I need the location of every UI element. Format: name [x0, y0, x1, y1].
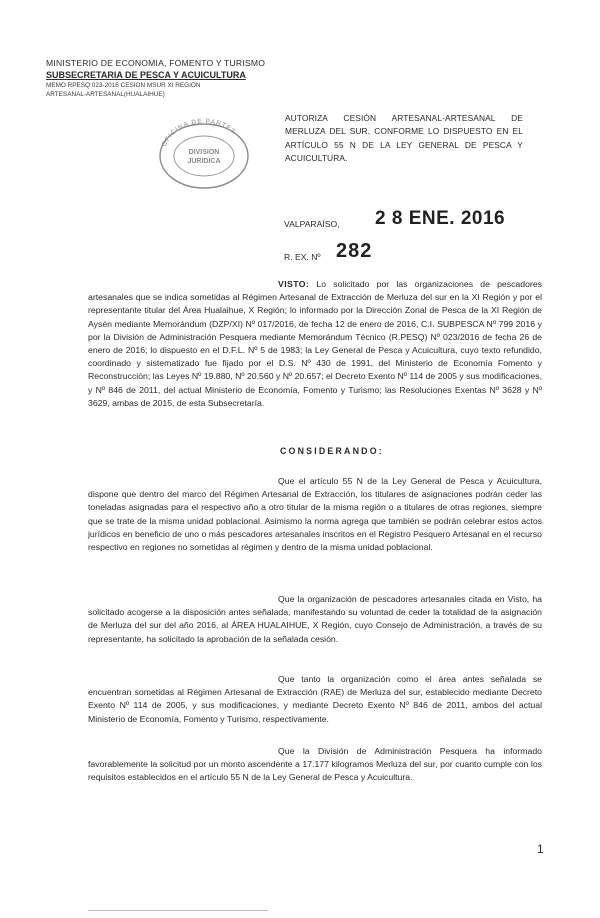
considerando-item: Que el artículo 55 N de la Ley General de Pesca y Acuicultura, dispone que dentro del marco del Régimen Artesanal de Extracción, los titulares de asignaciones podrán ceder las toneladas asignadas para el respectivo año a otro titular de la misma región o a titulares de otras regiones, siempre que se trate de la misma unidad poblacional. Asimismo la norma agrega que también se podrán celebrar estos actos jurídicos en beneficio de uno o más pescadores artesanales inscritos en el Registro Pesquero Artesanal en el recurso respectivo en regiones no sometidas al régimen y dentro de la misma unidad poblacional. [88, 476, 542, 553]
considerando-heading: CONSIDERANDO: [280, 446, 384, 456]
considerando-item: Que tanto la organización como el área antes señalada se encuentran sometidas al Régimen Artesanal de Extracción (RAE) de Merluza del sur, establecido mediante Decreto Exento Nº 114 de 2005, y sus modificaciones, y mediante Decreto Exento Nº 846 de 2011, ambos del actual Ministerio de Economía, Fomento y Turismo, respectivamente. [88, 674, 542, 724]
visto-label: VISTO: [278, 279, 310, 289]
stamp-outer-text: OFICINA DE PARTES [160, 118, 238, 148]
stamp-inner-line1: DIVISION [188, 149, 220, 156]
footer-divider [88, 910, 268, 911]
dateline [284, 208, 544, 236]
visto-paragraph [88, 278, 542, 410]
letterhead [46, 58, 286, 98]
considerando-item: Que la División de Administración Pesquera ha informado favorablemente la solicitud por un monto ascendente a 17.177 kilogramos Merluza del sur, por cuanto cumple con los requisitos establecidos en el artículo 55 N de la Ley General de Pesca y Acuicultura. [88, 746, 542, 783]
visto-text: Lo solicitado por las organizaciones de pescadores artesanales que se indica sometidas al Régimen Artesanal de Extracción de Merluza del sur en la XI Región y por el representante titular del Área Hualaihue, X Región; lo informado por la Dirección Zonal de Pesca de la XI Región de Aysén mediante Memorándum (DZP/XI) Nº 017/2016, de fecha 12 de enero de 2016, C.I. SUBPESCA Nº 799 2016 y por la División de Administración Pesquera mediante Memorándum Técnico (R.PESQ) Nº 023/2016 de fecha 26 de enero de 2016; lo dispuesto en el D.F.L. Nº 5 de 1983; la Ley General de Pesca y Acuicultura, cuyo texto refundido, coordinado y sistematizado fue fijado por el D.S. Nº 430 de 1991, del Ministerio de Economía Fomento y Reconstrucción; las Leyes Nº 19.880, Nº 20.560 y Nº 20.657; el Decreto Exento Nº 114 de 2005 y sus modificaciones, y Nº 846 de 2011, del actual Ministerio de Economía, Fomento y Turismo; las Resoluciones Exentas Nº 3628 y Nº 3629, ambas de 2015, de esta Subsecretaría. [88, 279, 542, 408]
resolution-subject: AUTORIZA CESIÓN ARTESANAL-ARTESANAL DE MERLUZA DEL SUR, CONFORME LO DISPUESTO EN EL ARTÍCULO 55 N DE LA LEY GENERAL DE PESCA Y ACUICULTURA. [285, 113, 523, 164]
ministry-name: MINISTERIO DE ECONOMIA, FOMENTO Y TURISMO [46, 58, 266, 68]
memo-reference-2: ARTESANAL-ARTESANAL(HUALAIHUE) [46, 91, 165, 98]
resolution-number-line [284, 240, 484, 270]
place-label: VALPARAÍSO, [284, 219, 340, 229]
considerando-item: Que la organización de pescadores artesanales citada en Visto, ha solicitado acogerse a la disposición antes señalada, manifestando su voluntad de ceder la totalidad de la asignación de Merluza del sur del año 2016, al ÁREA HUALAIHUE, X Región, cuyo Consejo de Administración, a través de su representante, ha solicitado la aprobación de la señalada cesión. [88, 594, 542, 644]
page-number: 1 [537, 842, 544, 856]
resolution-label: R. EX. Nº [284, 252, 321, 262]
resolution-number: 282 [336, 240, 373, 262]
memo-reference: MEMO RPESQ 023-2016 CESION MSUR XI REGION [46, 82, 201, 89]
subsecretaria-name: SUBSECRETARIA DE PESCA Y ACUICULTURA [46, 70, 246, 80]
date-stamp: 2 8 ENE. 2016 [375, 208, 506, 229]
svg-text:OFICINA DE PARTES [161, 118, 238, 148]
office-stamp [150, 116, 258, 190]
stamp-inner-line2: JURIDICA [187, 158, 221, 165]
